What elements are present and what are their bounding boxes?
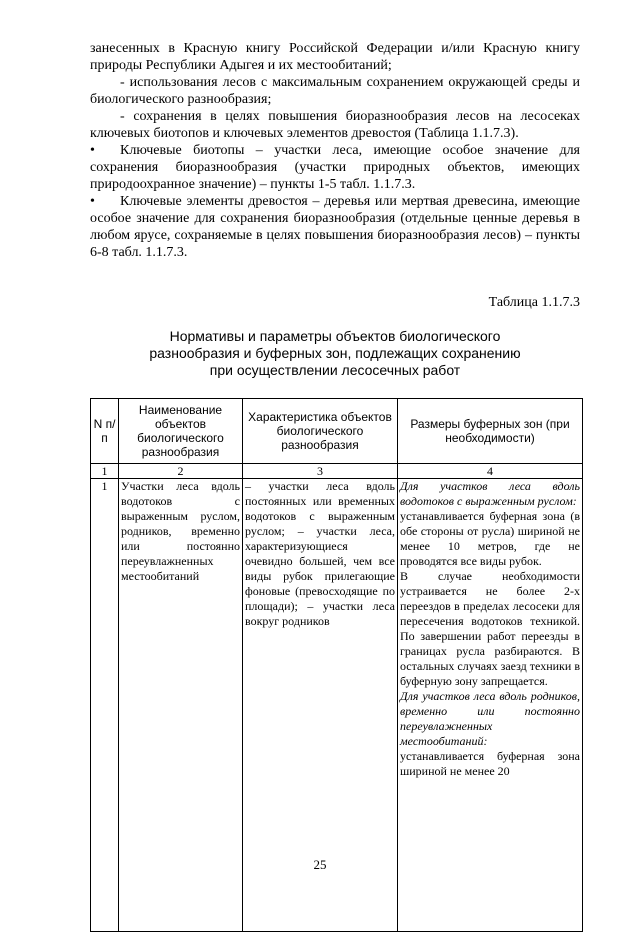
row-characteristic: – участки леса вдоль постоянных или временных водотоков с выраженным руслом; – участки леса, характеризующиеся очевидно большей, чем все виды рубок прилегающие фоновые (превосходящие по площади); – участки леса вокруг родников xyxy=(243,479,398,932)
buffer-text: устанавливается буферная зона шириной не менее 20 xyxy=(400,749,580,778)
buffer-text: устанавливается буферная зона (в обе стороны от русла) шириной не менее 10 метров, где не проводятся все виды рубок. xyxy=(400,509,580,568)
header-buffer-zone: Размеры буферных зон (при необходимости) xyxy=(398,399,583,464)
norms-table xyxy=(90,398,583,932)
table-column-numbers-row xyxy=(91,464,583,479)
header-characteristic: Характеристика объектов биологического разнообразия xyxy=(243,399,398,464)
buffer-heading-watercourses: Для участков леса вдоль водотоков с выраженным руслом: xyxy=(400,479,580,508)
table-title-line: Нормативы и параметры объектов биологического xyxy=(169,328,501,344)
column-number: 1 xyxy=(91,464,119,479)
header-number: N п/п xyxy=(91,399,119,464)
page-content xyxy=(90,40,580,778)
bullet-key-biotopes xyxy=(90,142,580,193)
paragraph-preservation: - сохранения в целях повышения биоразнообразия лесов на лесосеках ключевых биотопов и ключевых элементов древостоя (Таблица 1.1.7.3). xyxy=(90,109,580,141)
paragraph-use-of-forests: - использования лесов с максимальным сохранением окружающей среды и биологического разнообразия; xyxy=(90,75,580,107)
bullet-icon: • xyxy=(90,143,95,158)
table-title-line: разнообразия и буферных зон, подлежащих сохранению xyxy=(149,345,521,361)
row-object-name: Участки леса вдоль водотоков с выраженным руслом, родников, временно или постоянно переувлажненных местообитаний xyxy=(119,479,243,932)
column-number: 4 xyxy=(398,464,583,479)
table-title-line: при осуществлении лесосечных работ xyxy=(209,362,461,378)
column-number: 3 xyxy=(243,464,398,479)
paragraph-intro: занесенных в Красную книгу Российской Федерации и/или Красную книгу природы Республики Адыгея и их местообитаний; xyxy=(90,41,580,73)
column-number: 2 xyxy=(119,464,243,479)
bullet-key-elements xyxy=(90,193,580,261)
header-name: Наименование объектов биологического разнообразия xyxy=(119,399,243,464)
bullet-icon: • xyxy=(90,194,95,209)
row-number: 1 xyxy=(91,479,119,932)
page-number: 25 xyxy=(313,857,327,872)
table-header-row xyxy=(91,399,583,464)
table-label: Таблица 1.1.7.3 xyxy=(488,295,580,310)
bullet-key-elements-text: Ключевые элементы древостоя – деревья или мертвая древесина, имеющие особое значение для сохранения биоразнообразия (отдельные ценные деревья в любом ярусе, сохраняемые в целях повышения биоразнообразия лесов) – пункты 6-8 табл. 1.1.7.3. xyxy=(90,194,580,260)
buffer-heading-springs: Для участков леса вдоль родников, временно или постоянно переувлажненных местообитаний: xyxy=(400,689,580,748)
table-title xyxy=(90,328,580,379)
buffer-text: В случае необходимости устраивается не более 2-х переездов в пределах лесосеки для пересечения водотоков техникой. По завершении работ переезды в границах русла разбираются. В остальных случаях заезд техники в буферную зону запрещается. xyxy=(400,569,580,688)
bullet-key-biotopes-text: Ключевые биотопы – участки леса, имеющие особое значение для сохранения биоразнообразия (участки природных объектов, имеющих природоохранное значение) – пункты 1-5 табл. 1.1.7.3. xyxy=(90,143,580,192)
